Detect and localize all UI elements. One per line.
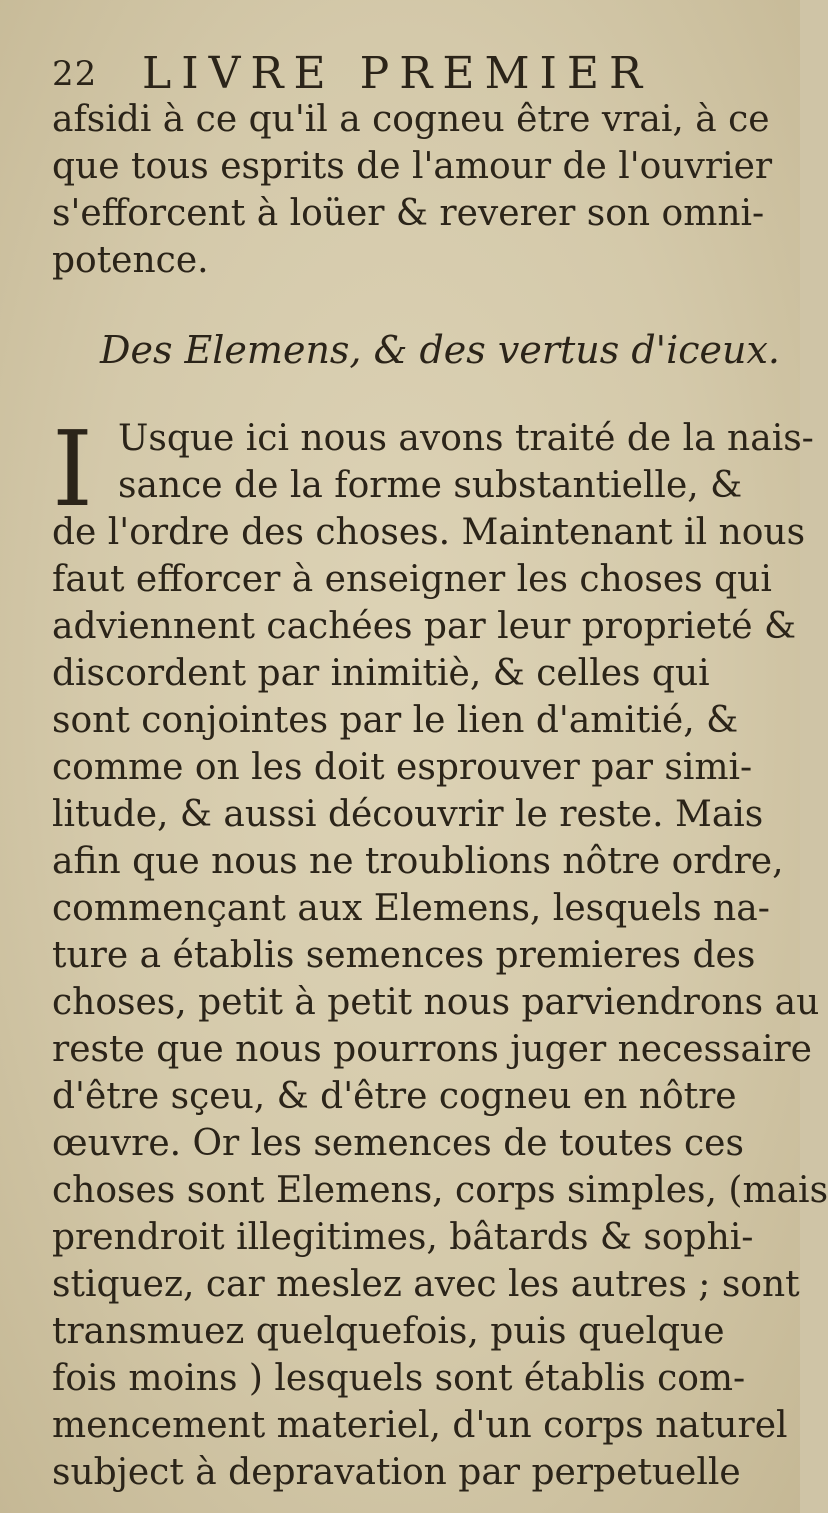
text-line: faut efforcer à enseigner les choses qui — [52, 559, 772, 600]
text-line: choses, petit à petit nous parviendrons au — [52, 982, 820, 1023]
text-line: mencement materiel, d'un corps naturel — [52, 1405, 788, 1446]
text-line: transmuez quelquefois, puis quelque — [52, 1311, 725, 1352]
text-line: afin que nous ne troublions nôtre ordre, — [52, 841, 784, 882]
text-line: commençant aux Elemens, lesquels na- — [52, 888, 770, 929]
text-line: sont conjointes par le lien d'amitié, & — [52, 700, 739, 741]
text-line: prendroit illegitimes, bâtards & sophi- — [52, 1217, 754, 1258]
text-line: fois moins ) lesquels sont établis com- — [52, 1358, 746, 1399]
text-line: s'efforcent à loüer & reverer son omni- — [52, 193, 765, 234]
text-line: d'être sçeu, & d'être cogneu en nôtre — [52, 1076, 737, 1117]
intro-paragraph — [52, 96, 773, 284]
text-line: adviennent cachées par leur proprieté & — [52, 606, 797, 647]
text-line: ture a établis semences premieres des — [52, 935, 756, 976]
running-head — [52, 44, 752, 104]
text-line: subject à depravation par perpetuelle — [52, 1452, 741, 1493]
text-line-content: Usque ici nous avons traité de la nais- — [118, 418, 814, 459]
main-paragraph — [52, 408, 828, 1496]
page-number: 22 — [52, 54, 98, 94]
drop-cap: I — [52, 408, 94, 530]
text-line: sance de la forme substantielle, & — [118, 465, 743, 506]
text-line: choses sont Elemens, corps simples, (mais — [52, 1170, 828, 1211]
text-line: reste que nous pourrons juger necessaire — [52, 1029, 812, 1070]
text-line: stiquez, car meslez avec les autres ; sont — [52, 1264, 800, 1305]
text-line: afsidi à ce qu'il a cogneu être vrai, à ce — [52, 99, 770, 140]
section-heading: Des Elemens, & des vertus d'iceux. — [100, 328, 780, 372]
text-line: litude, & aussi découvrir le reste. Mais — [52, 794, 764, 835]
text-line: de l'ordre des choses. Maintenant il nous — [52, 512, 806, 553]
running-title: LIVRE PREMIER — [142, 48, 653, 99]
text-line: potence. — [52, 240, 209, 281]
text-line: œuvre. Or les semences de toutes ces — [52, 1123, 744, 1164]
text-line: discordent par inimitiè, & celles qui — [52, 653, 710, 694]
text-line: que tous esprits de l'amour de l'ouvrier — [52, 146, 773, 187]
text-line: comme on les doit esprouver par simi- — [52, 747, 753, 788]
